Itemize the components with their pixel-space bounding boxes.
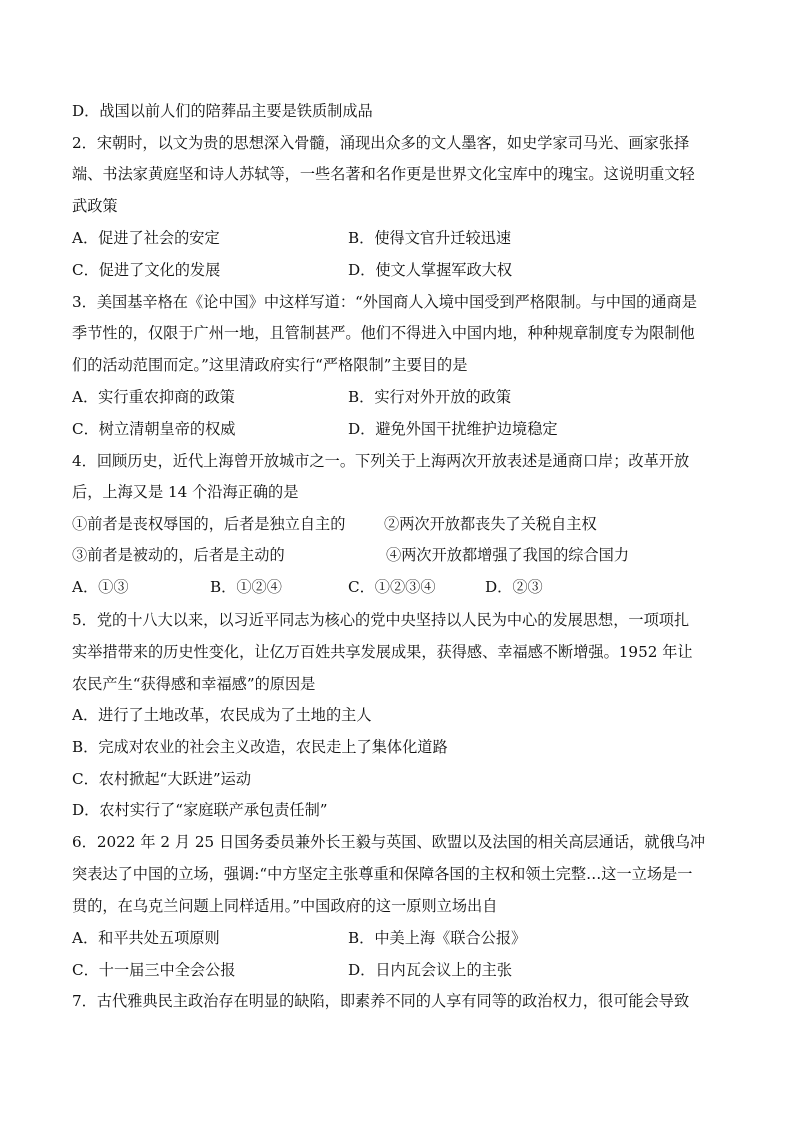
q2-options-row-2 — [72, 260, 732, 280]
q5-text-line-2: 实举措带来的历史性变化，让亿万百姓共享发展成果，获得感、幸福感不断增强。1952 年让 — [72, 643, 693, 661]
q4-option-b: B．①②④ — [210, 578, 282, 596]
q4-option-c: C．①②③④ — [348, 578, 436, 596]
q3-text-line-3: 们的活动范围而定。”这里清政府实行“严格限制”主要目的是 — [72, 356, 468, 374]
q2-option-a: A．促进了社会的安定 — [72, 229, 220, 247]
q2-text-line-1: 2．宋朝时，以文为贵的思想深入骨髓，涌现出众多的文人墨客，如史学家司马光、画家张择 — [72, 134, 690, 152]
q7-text-line-1: 7．古代雅典民主政治存在明显的缺陷，即素养不同的人享有同等的政治权力，很可能会导致 — [72, 992, 690, 1010]
q2-text-line-2: 端、书法家黄庭坚和诗人苏轼等，一些名著和名作更是世界文化宝库中的瑰宝。这说明重文轻 — [72, 165, 695, 183]
q4-statement-2: ②两次开放都丧失了关税自主权 — [384, 515, 597, 533]
q3-text-line-2: 季节性的，仅限于广州一地，且管制甚严。他们不得进入中国内地，种种规章制度专为限制他 — [72, 324, 695, 342]
q2-option-c: C．促进了文化的发展 — [72, 261, 221, 279]
q3-options-row-1 — [72, 387, 732, 407]
q6-option-c: C．十一届三中全会公报 — [72, 961, 236, 979]
q4-text-line-1: 4．回顾历史，近代上海曾开放城市之一。下列关于上海两次开放表述是通商口岸；改革开放 — [72, 452, 690, 470]
q4-option-a: A．①③ — [72, 578, 129, 596]
q5-text-line-1: 5．党的十八大以来，以习近平同志为核心的党中央坚持以人民为中心的发展思想，一项项扎 — [72, 611, 690, 629]
q5-option-c: C．农村掀起“大跃进”运动 — [72, 770, 252, 788]
q4-statement-4: ④两次开放都增强了我国的综合国力 — [386, 546, 629, 564]
q4-statements-row-1 — [72, 514, 732, 534]
q3-option-b: B．实行对外开放的政策 — [348, 388, 512, 406]
q2-options-row-1 — [72, 228, 732, 248]
q3-option-a: A．实行重农抑商的政策 — [72, 388, 235, 406]
q5-option-b: B．完成对农业的社会主义改造，农民走上了集体化道路 — [72, 738, 448, 756]
q4-statement-3: ③前者是被动的，后者是主动的 — [72, 546, 285, 564]
q3-text-line-1: 3．美国基辛格在《论中国》中这样写道：“外国商人入境中国受到严格限制。与中国的通商是 — [72, 293, 697, 311]
q2-option-b: B．使得文官升迁较迅速 — [348, 229, 512, 247]
q6-option-b: B．中美上海《联合公报》 — [348, 929, 527, 947]
q4-options-row — [72, 577, 732, 597]
q6-text-line-2: 突表达了中国的立场，强调:“中方坚定主张尊重和保障各国的主权和领土完整…这一立场是一 — [72, 865, 693, 883]
q5-option-d: D．农村实行了“家庭联产承包责任制” — [72, 801, 328, 819]
q4-option-d: D．②③ — [485, 578, 543, 596]
q3-option-c: C．树立清朝皇帝的权威 — [72, 420, 236, 438]
q5-option-a: A．进行了土地改革，农民成为了土地的主人 — [72, 706, 372, 724]
q6-options-row-1 — [72, 928, 732, 948]
q2-option-d: D．使文人掌握军政大权 — [348, 261, 513, 279]
q2-text-line-3: 武政策 — [72, 197, 118, 215]
q5-text-line-3: 农民产生“获得感和幸福感”的原因是 — [72, 675, 316, 693]
q6-options-row-2 — [72, 960, 732, 980]
q6-text-line-1: 6．2022 年 2 月 25 日国务委员兼外长王毅与英国、欧盟以及法国的相关高层通话，就俄乌冲 — [72, 833, 706, 851]
q1-option-d: D．战国以前人们的陪葬品主要是铁质制成品 — [72, 102, 373, 120]
q6-option-a: A．和平共处五项原则 — [72, 929, 220, 947]
q3-option-d: D．避免外国干扰维护边境稳定 — [348, 420, 558, 438]
q6-text-line-3: 贯的，在乌克兰问题上同样适用。”中国政府的这一原则立场出自 — [72, 897, 498, 915]
q6-option-d: D．日内瓦会议上的主张 — [348, 961, 513, 979]
q4-statement-1: ①前者是丧权辱国的，后者是独立自主的 — [72, 515, 346, 533]
q4-statements-row-2 — [72, 545, 732, 565]
q4-text-line-2: 后，上海又是 14 个沿海正确的是 — [72, 483, 299, 501]
q3-options-row-2 — [72, 419, 732, 439]
